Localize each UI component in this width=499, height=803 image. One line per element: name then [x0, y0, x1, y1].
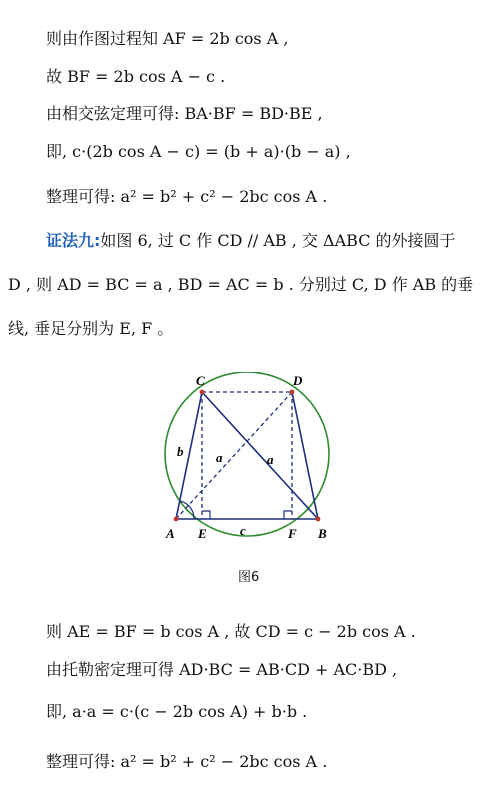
text-line-10: 由托勒密定理可得 AD·BC = AB·CD + AC·BD ,	[46, 660, 398, 679]
label-F: F	[288, 526, 297, 541]
text-line-7: D , 则 AD = BC = a , BD = AC = b . 分别过 C, D 作 AB 的垂	[8, 275, 474, 294]
text-line-4: 即, c·(2b cos A − c) = (b + a)·(b − a) ,	[46, 142, 351, 161]
label-E: E	[198, 526, 207, 541]
text-line-12: 整理可得: a² = b² + c² − 2bc cos A .	[46, 752, 328, 771]
text-line-9: 则 AE = BF = b cos A , 故 CD = c − 2b cos A .	[46, 622, 416, 641]
text-line-5: 整理可得: a² = b² + c² − 2bc cos A .	[46, 187, 328, 206]
text-line-3: 由相交弦定理可得: BA·BF = BD·BE ,	[46, 104, 323, 123]
label-C: C	[196, 373, 205, 388]
label-D: D	[293, 373, 303, 388]
edge-AD	[176, 392, 292, 519]
edge-BD	[292, 392, 318, 519]
label-A: A	[166, 526, 175, 541]
text-line-8: 线, 垂足分别为 E, F 。	[8, 319, 174, 338]
label-side-c: c	[240, 523, 246, 538]
text-line-2: 故 BF = 2b cos A − c .	[46, 67, 226, 86]
geometry-figure	[160, 372, 350, 562]
point-B	[316, 517, 321, 522]
point-A	[174, 517, 179, 522]
text-line-6-body: 如图 6, 过 C 作 CD // AB , 交 ΔABC 的外接圆于	[100, 231, 456, 250]
label-side-a-AD: a	[216, 450, 223, 465]
right-angle-F	[284, 511, 292, 519]
point-C	[200, 390, 205, 395]
label-side-a-BC: a	[267, 452, 274, 467]
text-line-6	[46, 230, 456, 252]
point-D	[290, 390, 295, 395]
label-B: B	[318, 526, 327, 541]
text-line-1: 则由作图过程知 AF = 2b cos A ,	[46, 29, 289, 48]
text-line-11: 即, a·a = c·(c − 2b cos A) + b·b .	[46, 702, 308, 721]
right-angle-E	[202, 511, 210, 519]
proof-heading: 证法九:	[46, 231, 101, 250]
label-side-b: b	[177, 444, 184, 459]
figure-caption: 图6	[238, 570, 260, 585]
